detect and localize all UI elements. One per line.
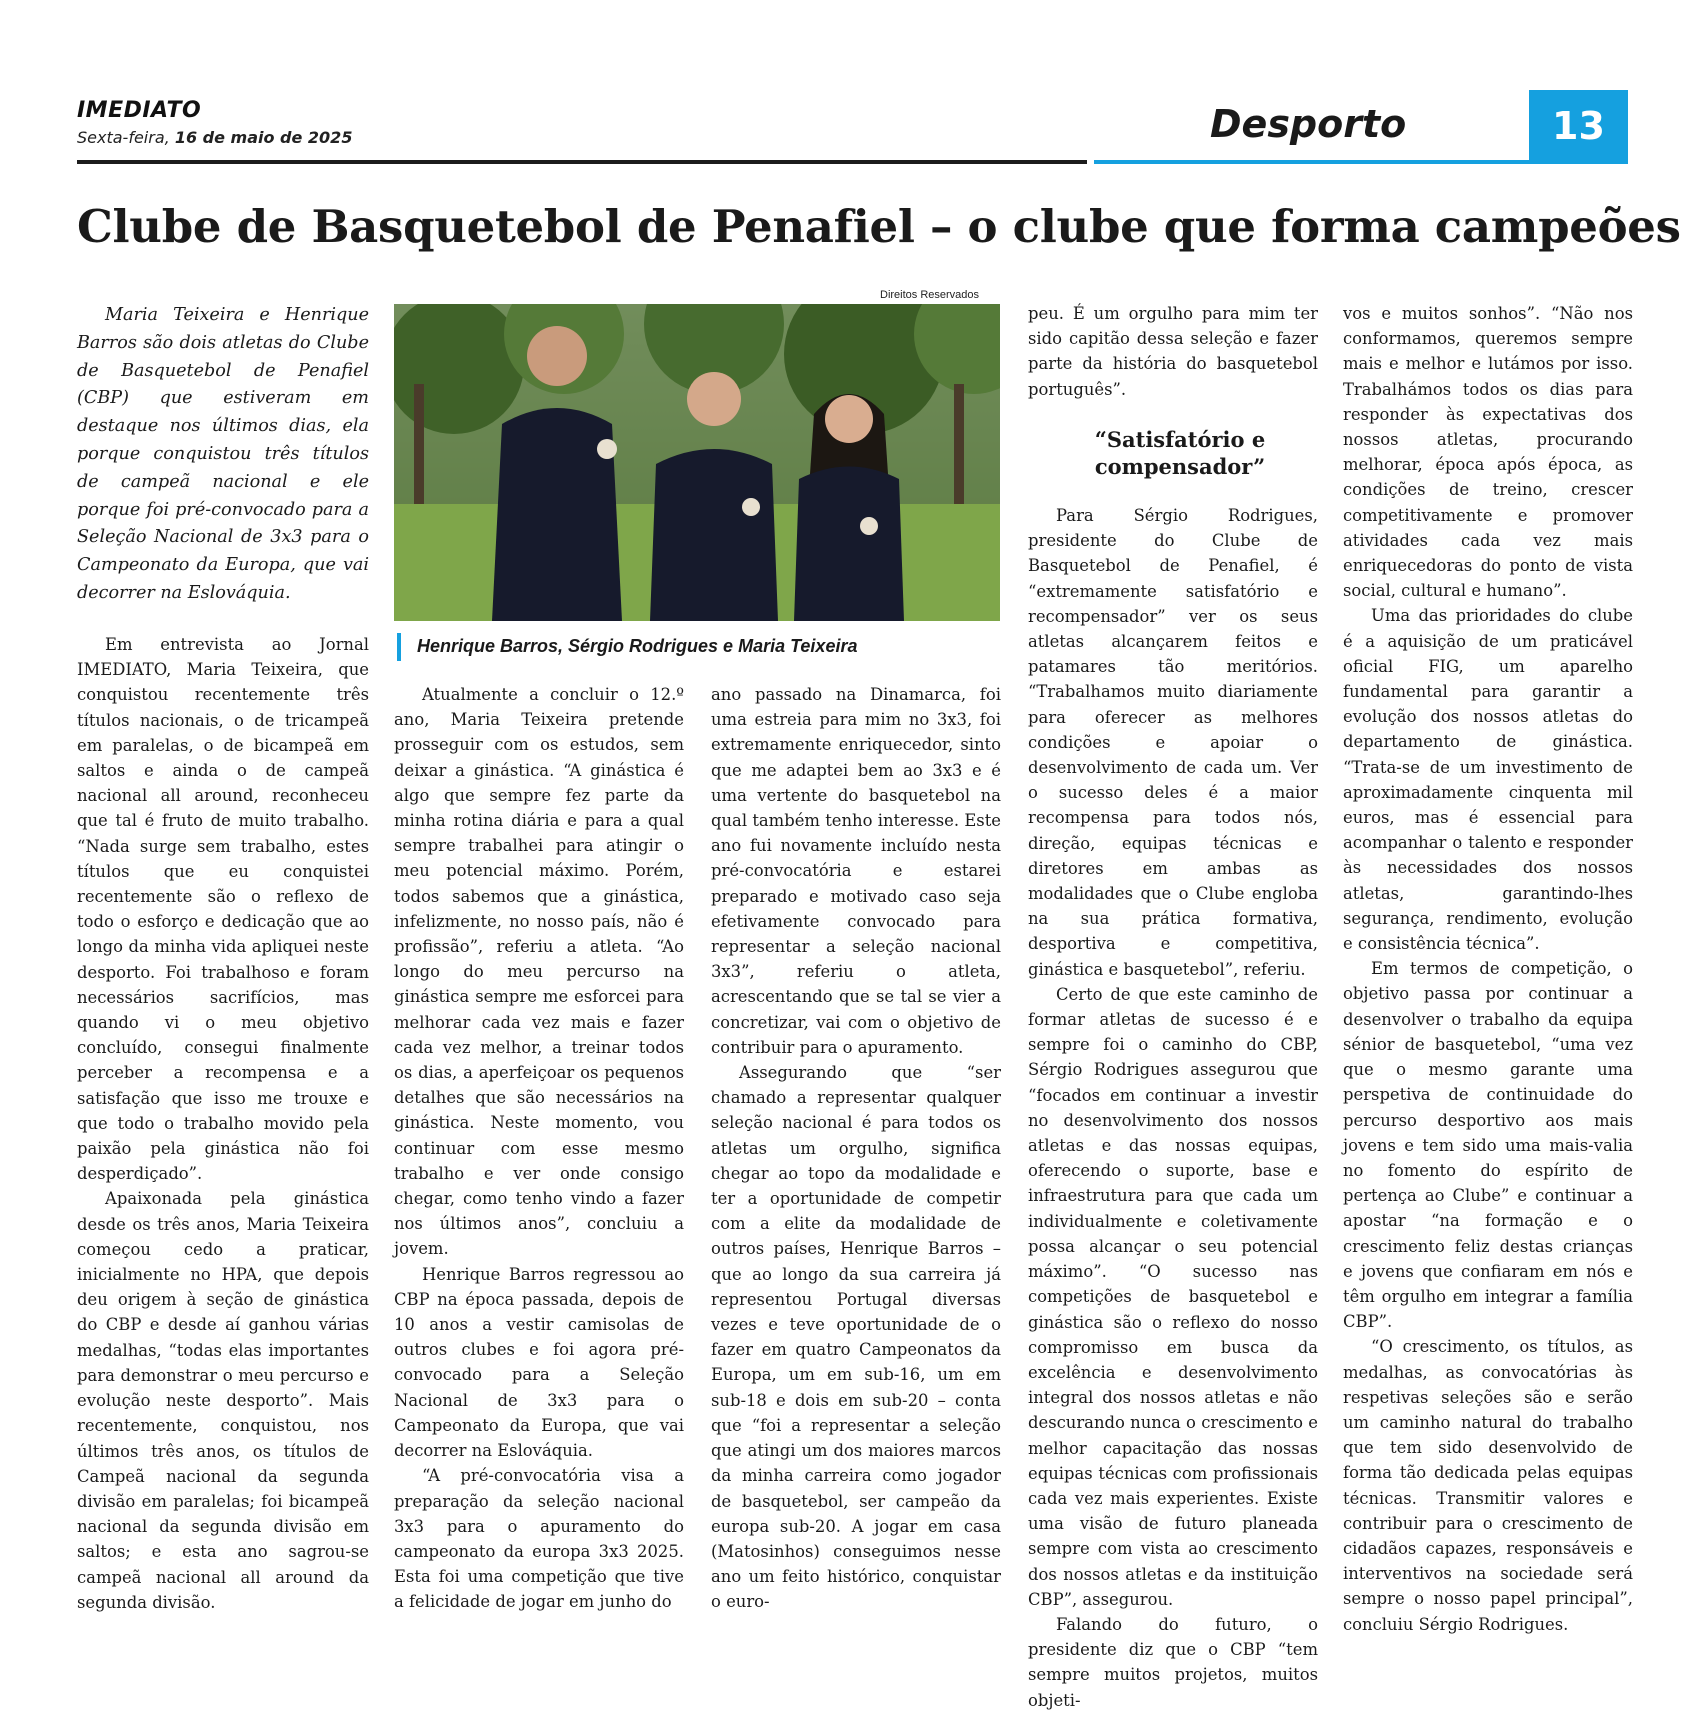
- photo-illustration: [394, 304, 1000, 621]
- paragraph: Em termos de competição, o objetivo passa por continuar a desenvolver o trabalho da equipa sénior de basquetebol, “uma vez que o mesmo garante uma perspetiva de continuidade do percurso desportivo aos mais jovens e tem sido uma mais-valia no fomento do espírito de pertença ao Clube” e continuar a apostar “na formação e o crescimento feliz destas crianças e jovens que confiaram em nós e têm orgulho em integrar a família CBP”.: [1343, 959, 1633, 1332]
- header-rule-dark: [77, 160, 1087, 164]
- lead-paragraph: Maria Teixeira e Henrique Barros são dois atletas do Clube de Basquetebol de Penafiel (CBP) que estiveram em destaque nos últimos dias, ela porque conquistou três títulos de campeã nacional e ele porque foi pré-convocado para a Seleção Nacional de 3x3 para o Campeonato da Europa, que vai decorrer na Eslováquia.: [77, 305, 369, 603]
- article-column-4: [1028, 503, 1318, 1713]
- date-full: 16 de maio de 2025: [174, 128, 353, 147]
- paragraph: Para Sérgio Rodrigues, presidente do Clube de Basquetebol de Penafiel, é “extremamente satisfatório e recompensador” ver os seus atletas alcançarem feitos e patamares tão meritórios. “Trabalhamos muito diariamente para oferecer as melhores condições e apoiar o desenvolvimento de cada um. Ver o sucesso deles é a maior recompensa para todos nós, direção, equipas técnicas e diretores em ambas as modalidades que o Clube engloba na sua prática formativa, desportiva e competitiva, ginástica e basquetebol”, referiu.: [1028, 506, 1318, 979]
- paragraph: Em entrevista ao Jornal IMEDIATO, Maria Teixeira, que conquistou recentemente três títulos nacionais, o de tricampeã em paralelas, o de bicampeã em saltos e ainda o de campeã nacional all around, reconheceu que tal é fruto de muito trabalho. “Nada surge sem trabalho, estes títulos que eu conquistei recentemente são o reflexo de todo o esforço e dedicação que ao longo da minha vida apliquei neste desporto. Foi trabalhoso e foram necessários sacrifícios, mas quando vi o meu objetivo concluído, consegui finalmente perceber a recompensa e a satisfação que isso me trouxe e que todo o trabalho movido pela paixão pela ginástica não foi desperdiçado”.: [77, 635, 369, 1184]
- paragraph: Certo de que este caminho de formar atletas de sucesso é e sempre foi o caminho do CBP, Sérgio Rodrigues assegurou que “focados em continuar a investir no desenvolvimento dos nossos atletas e das nossas equipas, oferecendo o suporte, base e infraestrutura para que cada um individualmente e coletivamente possa alcançar o seu potencial máximo”. “O sucesso nas competições de basquetebol e ginástica são o reflexo do nosso compromisso em busca da excelência e desenvolvimento integral dos nossos atletas e não descurando nunca o crescimento e melhor capacitação das nossas equipas técnicas com profissionais cada vez mais experientes. Existe uma visão de futuro planeada sempre com vista ao crescimento dos nossos atletas e da instituição CBP”, assegurou.: [1028, 984, 1318, 1609]
- paragraph: peu. É um orgulho para mim ter sido capitão dessa seleção e fazer parte da história do basquetebol português”.: [1028, 304, 1318, 399]
- caption-accent-bar: [397, 633, 401, 661]
- photo-credit: Direitos Reservados: [880, 289, 980, 301]
- paragraph: ano passado na Dinamarca, foi uma estreia para mim no 3x3, foi extremamente enriquecedor, sinto que me adaptei bem ao 3x3 e é uma vertente do basquetebol na qual também tenho interesse. Este ano fui novamente incluído nesta pré-convocatória e estarei preparado e motivado caso seja efetivamente convocado para representar a seleção nacional 3x3”, referiu o atleta, acrescentando que se tal se vier a concretizar, vai com o objetivo de contribuir para o apuramento.: [711, 685, 1001, 1057]
- paragraph: vos e muitos sonhos”. “Não nos conformamos, queremos sempre mais e melhor e lutámos por isso. Trabalhámos todos os dias para responder às expectativas dos nossos atletas, procurando melhorar, época após época, as condições de treino, crescer competitivamente e promover atividades cada vez mais enriquecedoras do ponto de vista social, cultural e humano”.: [1343, 304, 1633, 601]
- article-column-4-top: [1028, 301, 1318, 402]
- article-column-2: [394, 682, 684, 1615]
- paragraph: Henrique Barros regressou ao CBP na época passada, depois de 10 anos a vestir camisolas de outros clubes e foi agora pré-convocado para a Seleção Nacional de 3x3 para o Campeonato da Europa, que vai decorrer na Eslováquia.: [394, 1264, 684, 1461]
- article-headline: Clube de Basquetebol de Penafiel – o clube que forma campeões: [77, 200, 1681, 253]
- article-column-1: [77, 632, 369, 1615]
- section-title: Desporto: [1210, 102, 1407, 146]
- article-subhead: “Satisfatório e compensador”: [1094, 427, 1266, 479]
- paragraph: Falando do futuro, o presidente diz que o CBP “tem sempre muitos projetos, muitos objeti-: [1028, 1614, 1318, 1710]
- article-column-5: [1343, 301, 1633, 1637]
- paragraph: Assegurando que “ser chamado a representar qualquer seleção nacional é para todos os atletas um orgulho, significa chegar ao topo da modalidade e ter a oportunidade de competir com a elite da modalidade de outros países, Henrique Barros – que ao longo da sua carreira já representou Portugal diversas vezes e teve oportunidade de o fazer em quatro Campeonatos da Europa, um em sub-16, um em sub-18 e dois em sub-20 – conta que “foi a representar a seleção que atingi um dos maiores marcos da minha carreira como jogador de basquetebol, ser campeão da europa sub-20. A jogar em casa (Matosinhos) conseguimos nesse ano um feito histórico, conquistar o euro-: [711, 1063, 1001, 1612]
- publication-date: [77, 128, 352, 147]
- paragraph: “A pré-convocatória visa a preparação da seleção nacional 3x3 para o apuramento do campeonato da europa 3x3 2025. Esta foi uma competição que tive a felicidade de jogar em junho do: [394, 1466, 684, 1612]
- date-weekday: Sexta-feira,: [77, 128, 170, 147]
- paragraph: Uma das prioridades do clube é a aquisição de um praticável oficial FIG, um aparelho fundamental para garantir a evolução dos nossos atletas do departamento de ginástica. “Trata-se de um investimento de aproximadamente cinquenta mil euros, mas é essencial para acompanhar o talento e responder às necessidades dos nossos atletas, garantindo-lhes segurança, rendimento, evolução e consistência técnica”.: [1343, 606, 1633, 954]
- paragraph: Apaixonada pela ginástica desde os três anos, Maria Teixeira começou cedo a praticar, inicialmente no HPA, que depois deu origem à seção de ginástica do CBP e desde aí ganhou várias medalhas, “todas elas importantes para demonstrar o meu percurso e evolução neste desporto”. Mais recentemente, conquistou, nos últimos três anos, os títulos de Campeã nacional da segunda divisão em paralelas; foi bicampeã nacional da segunda divisão em saltos; e esta ano sagrou-se campeã nacional all around da segunda divisão.: [77, 1189, 369, 1612]
- page-number: 13: [1529, 90, 1628, 162]
- article-lead: [77, 302, 369, 608]
- article-column-3: [711, 682, 1001, 1615]
- masthead-logo: IMEDIATO: [77, 98, 202, 123]
- photo-caption: Henrique Barros, Sérgio Rodrigues e Maria Teixeira: [417, 636, 858, 656]
- paragraph: Atualmente a concluir o 12.º ano, Maria Teixeira pretende prosseguir com os estudos, sem deixar a ginástica. “A ginástica é algo que sempre fez parte da minha rotina diária e para a qual sempre trabalhei para atingir o meu potencial máximo. Porém, todos sabemos que a ginástica, infelizmente, no nosso país, não é profissão”, referiu a atleta. “Ao longo do meu percurso na ginástica sempre me esforcei para melhorar cada vez mais e fazer cada vez melhor, a treinar todos os dias, a aperfeiçoar os pequenos detalhes que são necessários na ginástica. Neste momento, vou continuar com esse mesmo trabalho e ver onde consigo chegar, como tenho vindo a fazer nos últimos anos”, concluiu a jovem.: [394, 685, 684, 1259]
- paragraph: “O crescimento, os títulos, as medalhas, as convocatórias às respetivas seleções são e serão um caminho natural do trabalho que tem sido desenvolvido de forma tão dedicada pelas equipas técnicas. Transmitir valores e contribuir para o crescimento de cidadãos capazes, responsáveis e interventivos na sociedade será sempre o nosso papel principal”, concluiu Sérgio Rodrigues.: [1343, 1337, 1633, 1634]
- article-photo: [394, 304, 1000, 621]
